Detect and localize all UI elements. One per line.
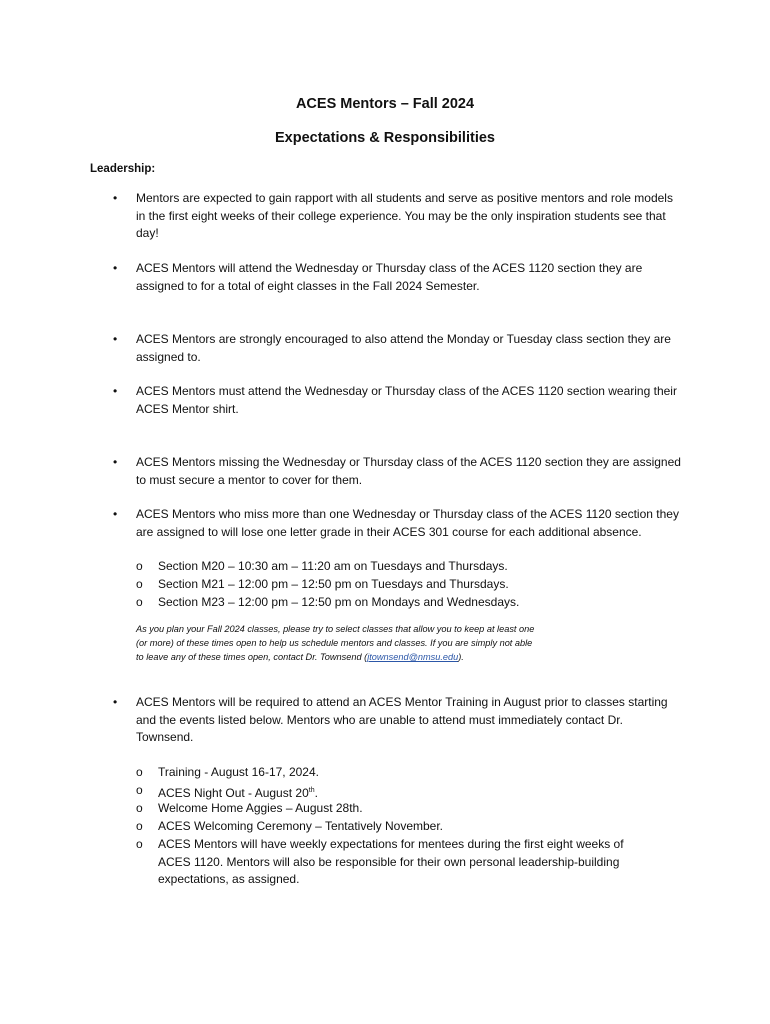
sub-marker: o bbox=[136, 801, 143, 815]
bullet-shirt: • ACES Mentors must attend the Wednesday or Thursday class of the ACES 1120 section wearing their ACES Mentor shirt. bbox=[136, 383, 681, 418]
note-open-paren: ( bbox=[364, 652, 368, 662]
sub-marker: o bbox=[136, 559, 143, 573]
night-out-sup: th bbox=[308, 787, 315, 794]
night-out-period: . bbox=[314, 786, 318, 800]
leadership-heading: Leadership: bbox=[90, 163, 156, 175]
sub-marker: o bbox=[136, 837, 143, 851]
sub-marker: o bbox=[136, 577, 143, 591]
bullet-missing: • ACES Mentors missing the Wednesday or Thursday class of the ACES 1120 section they are assigned to must secure a mentor to cover for them. bbox=[136, 454, 681, 489]
note-text: As you plan your Fall 2024 classes, please try to select classes that allow you to keep at least one (or more) of these times open to help us schedule mentors and classes. If you are simply not able to leave any of these times open, contact Dr. Townsend bbox=[136, 624, 535, 662]
event-weekly-expectations: ACES Mentors will have weekly expectations for mentees during the first eight weeks of ACES 1120. Mentors will also be responsible for their own personal leadership-building expectations, as assigned. bbox=[158, 837, 624, 886]
night-out-text: ACES Night Out - August 20 bbox=[158, 786, 309, 800]
event-ceremony: ACES Welcoming Ceremony – Tentatively November. bbox=[158, 819, 444, 833]
section-m23: Section M23 – 12:00 pm – 12:50 pm on Mondays and Wednesdays. bbox=[158, 595, 520, 609]
document-subtitle: Expectations & Responsibilities bbox=[275, 130, 495, 146]
bullet-encouraged: • ACES Mentors are strongly encouraged to also attend the Monday or Tuesday class section they are assigned to. bbox=[136, 331, 681, 366]
event-welcome-home: Welcome Home Aggies – August 28th. bbox=[158, 801, 363, 815]
bullet-grade-penalty: • ACES Mentors who miss more than one Wednesday or Thursday class of the ACES 1120 section they are assigned to will lose one letter grade in their ACES 301 course for each additional absence. bbox=[136, 506, 681, 541]
sub-marker: o bbox=[136, 765, 143, 779]
bullet-attend-class: • ACES Mentors will attend the Wednesday or Thursday class of the ACES 1120 section they are assigned to for a total of eight classes in the Fall 2024 Semester. bbox=[136, 260, 681, 295]
section-m21: Section M21 – 12:00 pm – 12:50 pm on Tuesdays and Thursdays. bbox=[158, 577, 509, 591]
event-training: Training - August 16-17, 2024. bbox=[158, 765, 319, 779]
bullet-rapport: • Mentors are expected to gain rapport with all students and serve as positive mentors and role models in the first eight weeks of their college experience. You may be the only inspiration students see that day! bbox=[136, 190, 681, 243]
scheduling-note bbox=[136, 622, 536, 664]
sub-marker: o bbox=[136, 819, 143, 833]
sub-marker: o bbox=[136, 783, 143, 797]
section-m20: Section M20 – 10:30 am – 11:20 am on Tuesdays and Thursdays. bbox=[158, 559, 508, 573]
sub-marker: o bbox=[136, 595, 143, 609]
email-link[interactable]: jtownsend@nmsu.edu bbox=[367, 652, 459, 662]
bullet-training: • ACES Mentors will be required to attend an ACES Mentor Training in August prior to classes starting and the events listed below. Mentors who are unable to attend must immediately contact Dr. Townsend. bbox=[136, 694, 681, 747]
note-close-paren: ). bbox=[458, 652, 464, 662]
document-title: ACES Mentors – Fall 2024 bbox=[295, 96, 475, 112]
